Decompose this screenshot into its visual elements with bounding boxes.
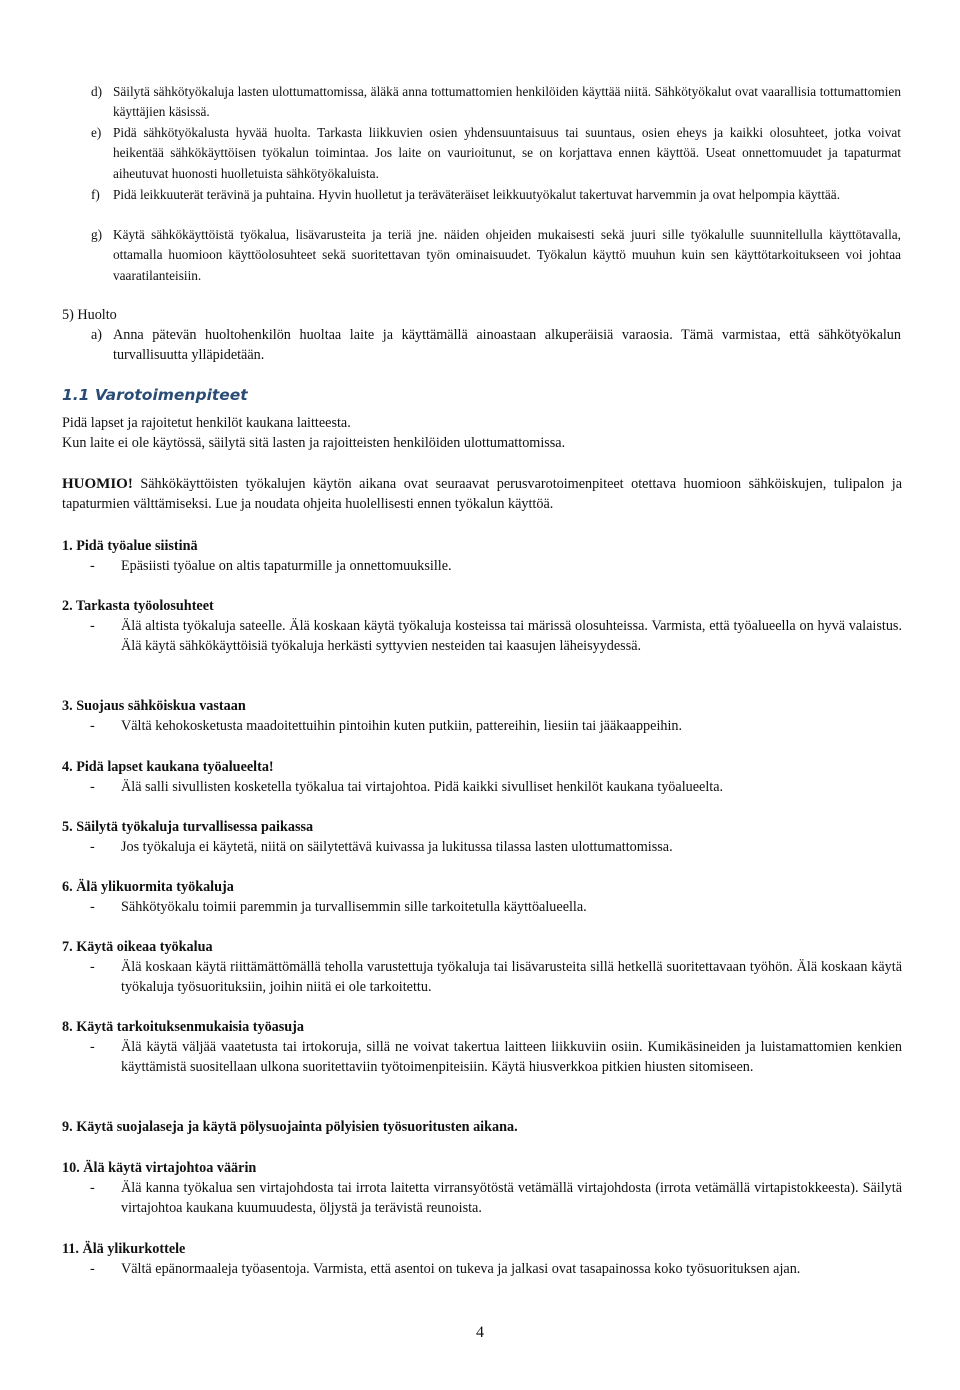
section-text: Älä kanna työkalua sen virtajohdosta tai irrota laitetta virransyötöstä vetämällä virtajohdosta (irrota vetämällä virtapistokkeesta). Säilytä virtajohtoa kaukana kuumuudesta, öljystä ja terävistä reunoista.	[121, 1180, 902, 1217]
section-5	[62, 817, 902, 857]
section-text: Jos työkaluja ei käytetä, niitä on säilytettävä kuivassa ja lukitussa tilassa lasten ulottumattomissa.	[121, 839, 673, 855]
section-text: Vältä kehokosketusta maadoitettuihin pintoihin kuten putkiin, pattereihin, liesiin tai jääkaappeihin.	[121, 718, 683, 734]
huomio-text: Sähkökäyttöisten työkalujen käytön aikana ovat seuraavat perusvarotoimenpiteet otettava huomioon sähköiskujen, tulipalon ja tapaturmien välttämiseksi. Lue ja noudata ohjeita huolellisesti ennen työkalun käyttöä.	[62, 476, 902, 513]
list-item-text: Anna pätevän huoltohenkilön huoltaa laite ja käyttämällä ainoastaan alkuperäisiä varaosia. Tämä varmistaa, että sähkötyökalun turvallisuutta ylläpidetään.	[113, 327, 901, 364]
section-10	[62, 1158, 902, 1219]
varo-lines	[62, 413, 902, 454]
section-7	[62, 937, 902, 998]
section-2	[62, 596, 902, 657]
section-3	[62, 696, 902, 736]
list-item-text: Säilytä sähkötyökaluja lasten ulottumattomissa, äläkä anna tottumattomien henkilöiden käyttää niitä. Sähkötyökalut ovat vaarallisia tottumattomien käyttäjien käsissä.	[113, 84, 901, 120]
bullet-dash: -	[90, 959, 95, 975]
section-title: 5. Säilytä työkaluja turvallisessa paikassa	[62, 819, 314, 835]
huomio-paragraph	[62, 474, 902, 515]
section-text: Älä salli sivullisten kosketella työkalua tai virtajohtoa. Pidä kaikki sivulliset henkilöt kaukana työalueelta.	[121, 779, 724, 795]
section-8	[62, 1017, 902, 1078]
huomio-label: HUOMIO!	[62, 476, 133, 492]
bullet-dash: -	[90, 558, 95, 574]
section-heading: 5) Huolto	[62, 307, 117, 323]
section-text: Älä altista työkaluja sateelle. Älä koskaan käytä työkaluja kosteissa tai märissä olosuhteissa. Varmista, että työalueella on hyvä valaistus. Älä käytä sähkökäyttöisiä työkaluja herkästi syttyvien nesteiden tai kaasujen läheisyydessä.	[121, 618, 902, 655]
section-title: 4. Pidä lapset kaukana työalueelta!	[62, 759, 274, 775]
bullet-dash: -	[90, 779, 95, 795]
list-item-f	[91, 185, 901, 205]
varo-line-2: Kun laite ei ole käytössä, säilytä sitä lasten ja rajoitteisten henkilöiden ulottumattomissa.	[62, 435, 566, 452]
section-text: Älä käytä väljää vaatetusta tai irtokoruja, sillä ne voivat takertua laitteen liikkuviin osiin. Kumikäsineiden ja luistamattomien kenkien käyttämistä suositellaan ulkona suoritettaviin työtoimenpiteisiin. Käytä hiusverkkoa pitkien hiusten sitomiseen.	[121, 1039, 902, 1076]
section-text: Epäsiisti työalue on altis tapaturmille ja onnettomuuksille.	[121, 558, 452, 574]
section-huolto	[62, 305, 902, 325]
section-title: 11. Älä ylikurkottele	[62, 1241, 186, 1257]
section-4	[62, 757, 902, 797]
section-title: 10. Älä käytä virtajohtoa väärin	[62, 1160, 257, 1176]
subsection-varotoimenpiteet	[62, 386, 902, 404]
varo-line-1: Pidä lapset ja rajoitetut henkilöt kaukana laitteesta.	[62, 415, 351, 431]
section-title: 6. Älä ylikuormita työkaluja	[62, 879, 234, 895]
list-item-text: Käytä sähkökäyttöistä työkalua, lisävarusteita ja teriä jne. näiden ohjeiden mukaisesti sekä juuri sille työkalulle suunnitellulla käyttötavalla, ottamalla huomioon käyttöolosuhteet sekä suoritettavan työn ominaisuudet. Työkalun käyttö muuhun kuin sen käyttötarkoitukseen voi johtaa vaaratilanteisiin.	[113, 227, 901, 283]
section-11	[62, 1239, 902, 1279]
list-item-text: Pidä leikkuuterät terävinä ja puhtaina. Hyvin huolletut ja teräväteräiset leikkuutyökalut takertuvat harvemmin ja ovat helpompia käyttää.	[113, 187, 841, 202]
section-text: Sähkötyökalu toimii paremmin ja turvallisemmin sille tarkoitetulla käyttöalueella.	[121, 899, 587, 915]
section-text: Vältä epänormaaleja työasentoja. Varmista, että asentoi on tukeva ja jalkasi ovat tasapainossa koko työsuorituksen ajan.	[121, 1261, 801, 1277]
section-title: 3. Suojaus sähköiskua vastaan	[62, 698, 246, 714]
section-6	[62, 877, 902, 917]
list-marker: d)	[91, 84, 103, 99]
section-title: 8. Käytä tarkoituksenmukaisia työasuja	[62, 1019, 305, 1035]
bullet-dash: -	[90, 618, 95, 634]
section-9	[62, 1117, 902, 1137]
bullet-dash: -	[90, 718, 95, 734]
bullet-dash: -	[90, 1180, 95, 1196]
section-title: 1. Pidä työalue siistinä	[62, 538, 198, 554]
bullet-dash: -	[90, 839, 95, 855]
page-number: 4	[476, 1324, 484, 1341]
list-item-d	[91, 82, 901, 123]
list-item-text: Pidä sähkötyökalusta hyvää huolta. Tarkasta liikkuvien osien yhdensuuntaisuus tai suuntaus, osien eheys ja kaikki olosuhteet, jotka voivat heikentää sähkökäyttöisen työkalun toimintaa. Jos laite on vaurioitunut, se on korjattava ennen käyttöä. Useat onnettomuudet ja tapaturmat aiheutuvat huonosti huolletuista sähkötyökaluista.	[113, 125, 901, 181]
list-marker: g)	[91, 227, 103, 242]
section-1	[62, 536, 902, 576]
bullet-dash: -	[90, 899, 95, 915]
subsection-heading: 1.1 Varotoimenpiteet	[62, 386, 248, 404]
bullet-dash: -	[90, 1039, 95, 1055]
list-marker: a)	[91, 327, 103, 343]
list-item-g	[91, 225, 901, 286]
list-marker: e)	[91, 125, 102, 140]
huolto-item-a	[91, 325, 901, 366]
section-text: Älä koskaan käytä riittämättömällä teholla varustettuja työkaluja tai lisävarusteita sillä hetkellä suoritettavaan työhön. Älä koskaan käytä työkaluja työsuorituksiin, joihin niitä ei ole tarkoitettu.	[121, 959, 902, 996]
list-item-e	[91, 123, 901, 184]
section-title: 7. Käytä oikeaa työkalua	[62, 939, 213, 955]
bullet-dash: -	[90, 1261, 95, 1277]
section-title: 9. Käytä suojalaseja ja käytä pölysuojainta pölyisien työsuoritusten aikana.	[62, 1119, 518, 1135]
section-title: 2. Tarkasta työolosuhteet	[62, 598, 214, 614]
list-marker: f)	[91, 187, 100, 202]
